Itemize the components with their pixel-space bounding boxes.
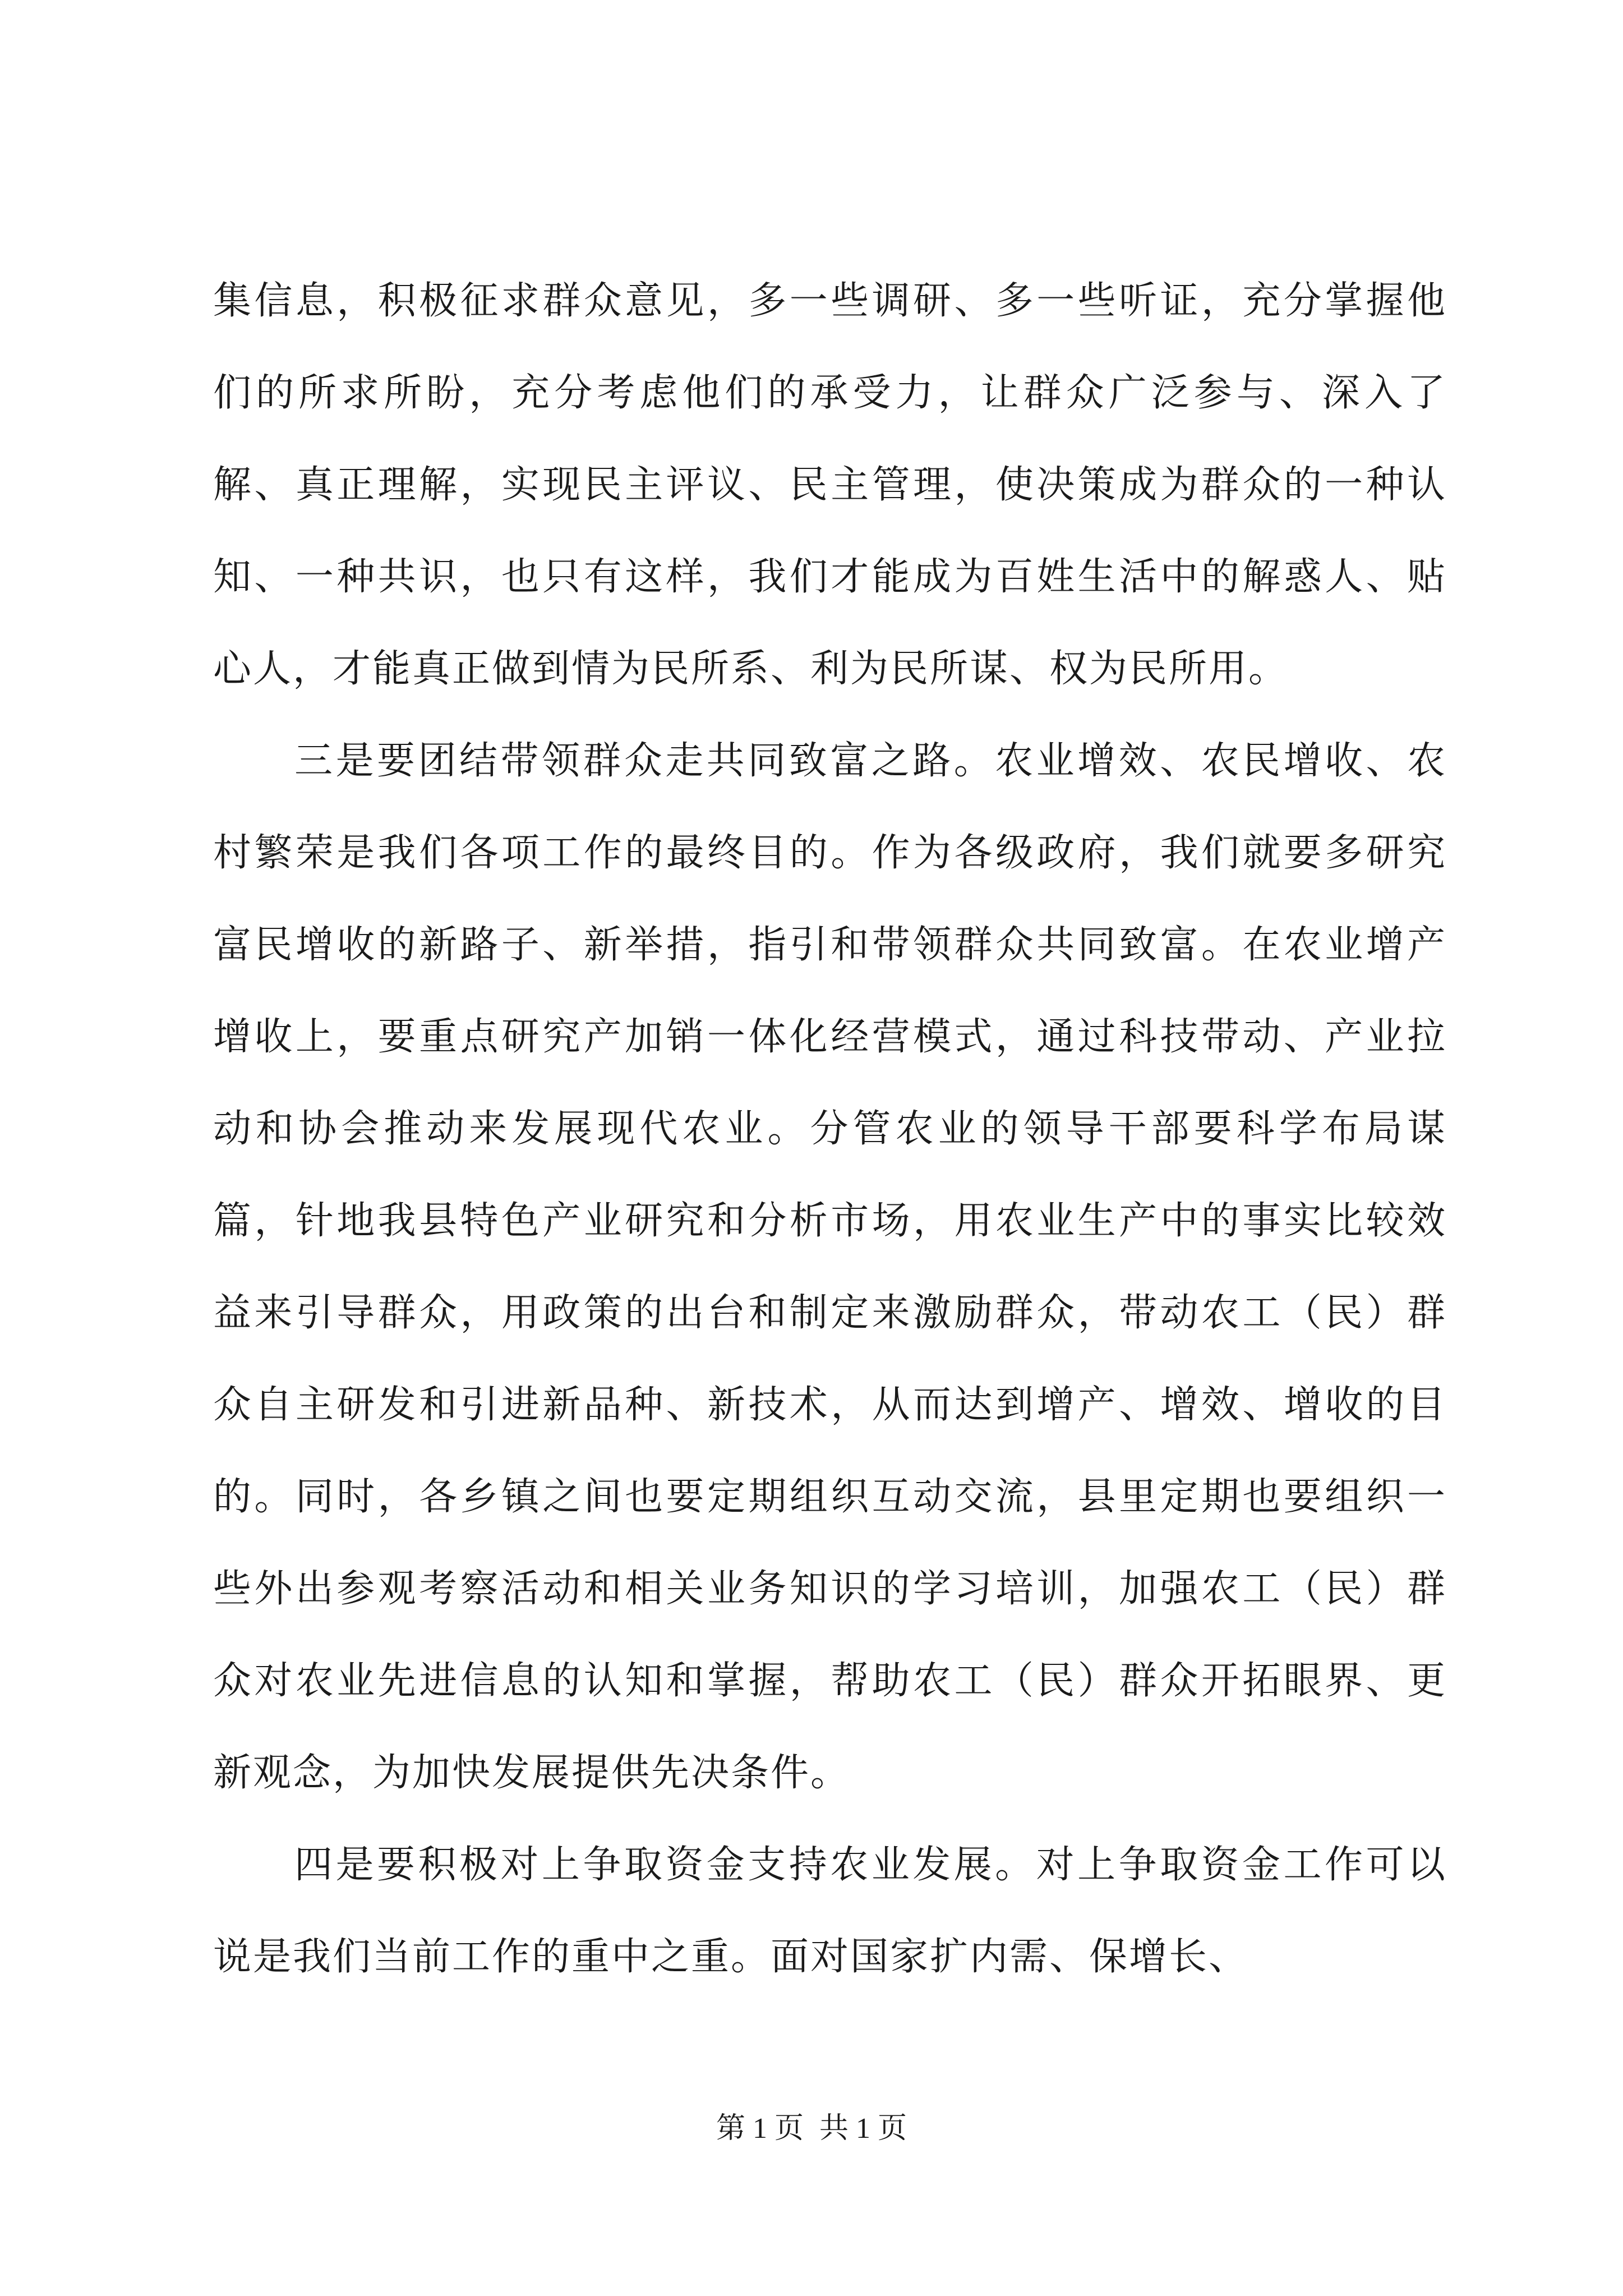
page-footer — [0, 2109, 1623, 2148]
paragraph-section-three: 三是要团结带领群众走共同致富之路。农业增效、农民增收、农村繁荣是我们各项工作的最终目的。作为各级政府，我们就要多研究富民增收的新路子、新举措，指引和带领群众共同致富。在农业增产增收上，要重点研究产加销一体化经营模式，通过科技带动、产业拉动和协会推动来发展现代农业。分管农业的领导干部要科学布局谋篇，针地我县特色产业研究和分析市场，用农业生产中的事实比较效益来引导群众，用政策的出台和制定来激励群众，带动农工（民）群众自主研发和引进新品种、新技术，从而达到增产、增效、增收的目的。同时，各乡镇之间也要定期组织互动交流，县里定期也要组织一些外出参观考察活动和相关业务知识的学习培训，加强农工（民）群众对农业先进信息的认知和掌握，帮助农工（民）群众开拓眼界、更新观念，为加快发展提供先决条件。 — [213, 739, 1447, 1795]
document-body — [213, 255, 1447, 2003]
paragraph-section-four: 四是要积极对上争取资金支持农业发展。对上争取资金工作可以说是我们当前工作的重中之重。面对国家扩内需、保增长、 — [213, 1843, 1447, 1979]
paragraph-continuation: 集信息，积极征求群众意见，多一些调研、多一些听证，充分掌握他们的所求所盼，充分考虑他们的承受力，让群众广泛参与、深入了解、真正理解，实现民主评议、民主管理，使决策成为群众的一种认知、一种共识，也只有这样，我们才能成为百姓生活中的解惑人、贴心人，才能真正做到情为民所系、利为民所谋、权为民所用。 — [213, 279, 1447, 691]
page-number-total: 共 1 页 — [819, 2113, 907, 2145]
page-number-current: 第 1 页 — [716, 2113, 804, 2145]
